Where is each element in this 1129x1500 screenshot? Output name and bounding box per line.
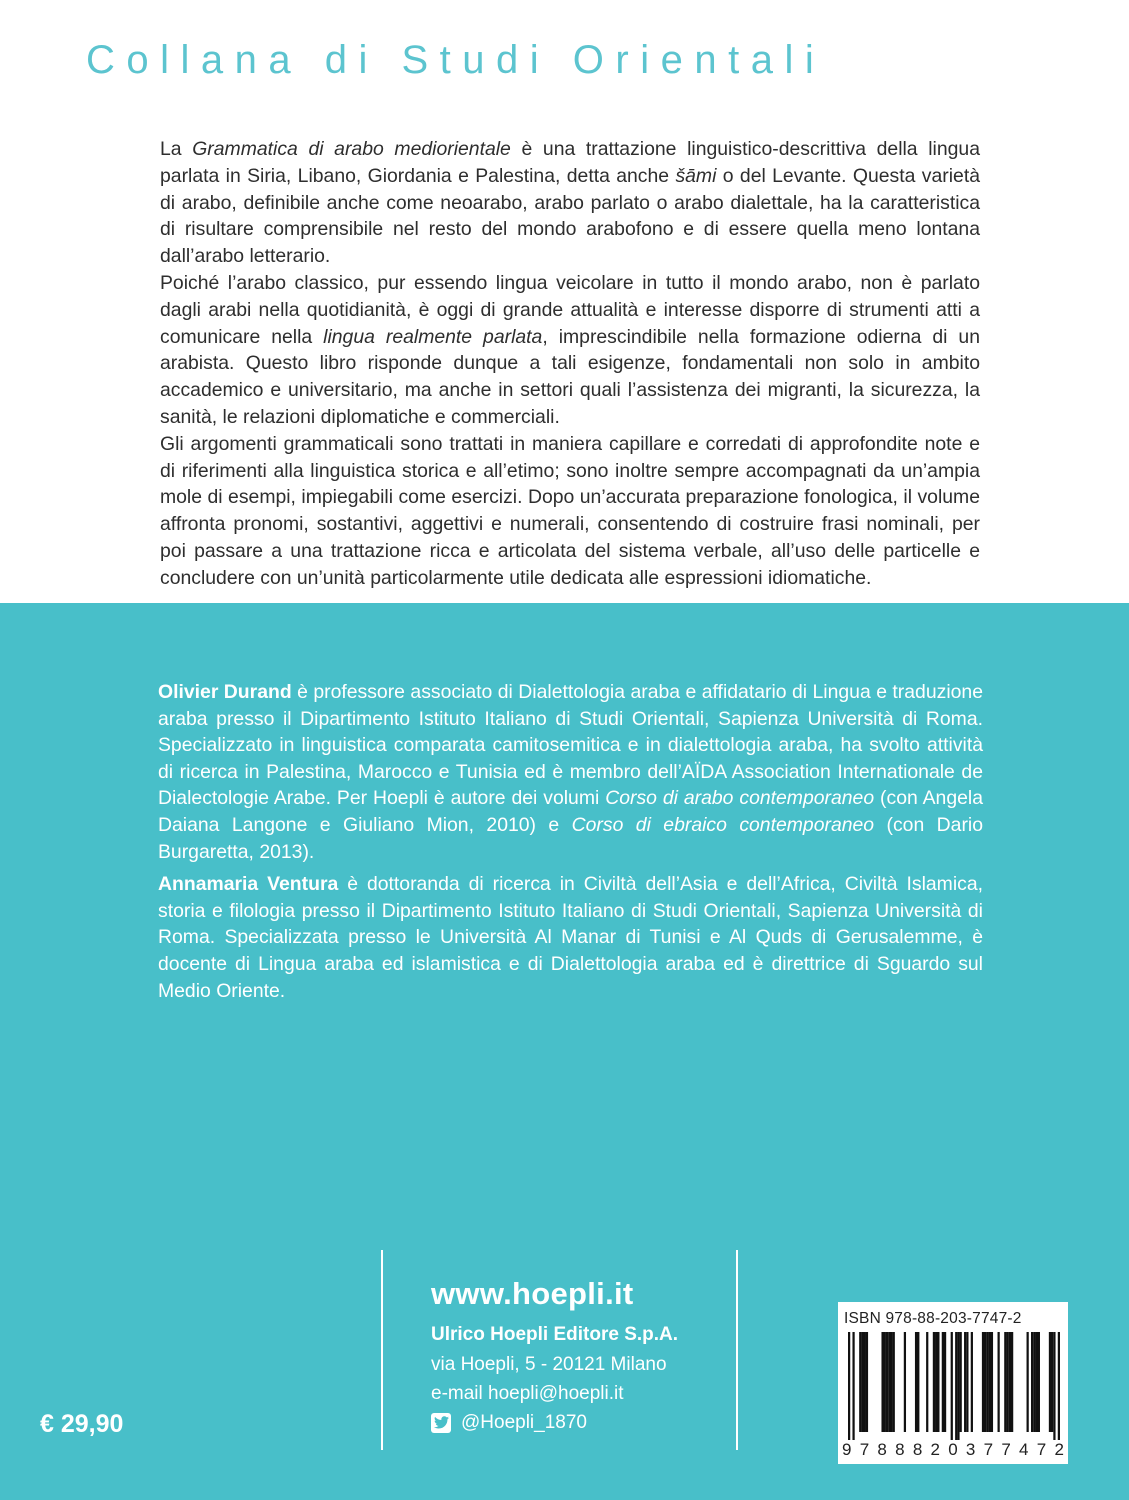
price: € 29,90 [40,1410,124,1438]
barcode-bar [989,1332,993,1432]
barcode-bar [1011,1332,1013,1432]
barcode-bar [1058,1332,1060,1440]
author-name: Annamaria Ventura [158,873,339,896]
series-title: Collana di Studi Orientali [86,38,826,82]
author-bios [158,679,983,1010]
barcode-bar [986,1332,988,1432]
publisher-email[interactable]: e-mail hoepli@hoepli.it [431,1383,624,1404]
isbn-label: ISBN 978-88-203-7747-2 [844,1310,1022,1327]
barcode-bar [1038,1332,1040,1432]
book-description [160,136,980,592]
term-italic: lingua realmente parlata [323,325,543,348]
barcode-bar [937,1332,939,1432]
text-span: è dottoranda di ricerca in Civiltà dell’Asia e dell’Africa, Civiltà Islamica, storia e filologia presso il Dipartimento Istituto Italiano di Studi Orientali, Sapienza Università di Roma. Specializzata presso le Università Al Manar di Tunisi e Al Quds di Gerusalemme, è docente di Lingua araba ed islamistica e di Dialettologia araba ed è direttrice di Sguardo sul Medio Oriente. [158,873,983,1002]
barcode-bar [890,1332,892,1432]
barcode-bar [859,1332,861,1432]
barcode-bar [971,1332,973,1432]
text-span: La [160,138,193,160]
ean-digit: 8 [877,1440,887,1459]
barcode-bar [848,1332,850,1440]
text-span: Poiché l’arabo classico, pur essendo lingua veicolare in tutto il mondo arabo, non è parlato dagli arabi nella quotidianità, è oggi di grande attualità e interesse disporre di strumenti atti a comunicare nella [160,271,980,348]
ean-digit: 2 [930,1440,940,1459]
barcode-bar [1033,1332,1035,1432]
barcode-bar [998,1332,1000,1432]
text-span: , imprescindibile nella formazione odierna di un arabista. Questo libro risponde dunque a tali esigenze, fondamentali non solo in ambito accademico e universitario, ma anche in settori quali l’assistenza dei migranti, la sicurezza, la sanità, le relazioni diplomatiche e commerciali. [160,325,980,428]
divider-left [381,1250,383,1450]
barcode-bar [915,1332,919,1432]
barcode-bar [893,1332,895,1432]
text-span: (con Dario Burgaretta, 2013). [158,813,984,863]
barcode-bar [1027,1332,1029,1432]
barcode-bar [852,1332,854,1440]
text-span: (con Angela Daiana Langone e Giuliano Mion, 2010) e [158,787,983,836]
barcode [848,1332,1060,1440]
barcode-bar [864,1332,866,1432]
ean-digit: 7 [1036,1440,1047,1459]
ean-digit: 7 [859,1440,870,1459]
author-name: Olivier Durand [158,681,292,703]
divider-right [736,1250,738,1450]
ean-digit: 8 [912,1440,923,1459]
ean-digit: 3 [965,1440,976,1459]
ean-digit: 9 [842,1440,852,1459]
publisher-address: via Hoepli, 5 - 20121 Milano [431,1354,667,1375]
book-title-italic: Corso di arabo contemporaneo [605,787,875,810]
ean-digit: 0 [948,1440,958,1459]
barcode-bar [951,1332,953,1440]
barcode-bar [955,1332,957,1440]
ean-digit: 7 [1001,1440,1011,1459]
term-italic: šāmi [675,164,717,187]
barcode-bar [942,1332,946,1432]
barcode-bar [957,1332,959,1440]
ean-digit: 8 [895,1440,905,1459]
barcode-bar [1004,1332,1006,1432]
ean-digit: 4 [1019,1440,1029,1459]
description-paragraph-2 [160,270,980,431]
barcode-bar [1006,1332,1008,1432]
text-span: o del Levante. Questa varietà di arabo, definibile anche come neoarabo, arabo parlato o arabo dialettale, ha la caratteristica di risultare comprensibile nel resto del mondo arabofono e di essere quella meno lontana dall’arabo letterario. [160,164,980,268]
ean-digit: 7 [983,1440,994,1459]
barcode-bar [1049,1332,1053,1432]
barcode-bar [866,1332,868,1432]
twitter-handle: @Hoepli_1870 [461,1412,587,1433]
barcode-bar [960,1332,962,1432]
barcode-bar [926,1332,928,1432]
book-title-italic: Grammatica di arabo mediorientale [192,138,511,160]
author-bio-2 [158,871,983,1004]
publisher-name: Ulrico Hoepli Editore S.p.A. [431,1324,679,1345]
barcode-bar [933,1332,935,1432]
barcode-bar [964,1332,966,1432]
publisher-info [431,1276,678,1437]
description-paragraph-1 [160,136,980,270]
text-span: è professore associato di Dialettologia araba e affidatario di Lingua e traduzione araba presso il Dipartimento Istituto Italiano di Studi Orientali, Sapienza Università di Roma. Specializzato in linguistica comparata camitosemitica e in dialettologia araba, ha svolto attività di ricerca in Palestina, Marocco e Tunisia ed è membro dell’AÏDA Association Internationale de Dialectologie Arabe. Per Hoepli è autore dei volumi [158,681,983,810]
barcode-bar [1031,1332,1033,1432]
barcode-bar [982,1332,986,1432]
barcode-box [838,1302,1068,1464]
text-span: è una trattazione linguistico-descrittiva della lingua parlata in Siria, Libano, Giordania e Palestina, detta anche [160,138,980,187]
barcode-bar [886,1332,888,1432]
description-paragraph-3: Gli argomenti grammaticali sono trattati in maniera capillare e corredati di approfondite note e di riferimenti alla linguistica storica e all’etimo; sono inoltre sempre accompagnati da un’ampia mole di esempi, impiegabili come esercizi. Dopo un’accurata preparazione fonologica, il volume affronta pronomi, sostantivi, aggettivi e numerali, consentendo di costruire frasi nominali, per poi passare a una trattazione ricca e articolata del sistema verbale, all’uso delle particelle e concludere con un’unità particolarmente utile dedicata alle espressioni idiomatiche. [160,432,980,589]
barcode-bar [904,1332,906,1432]
publisher-twitter[interactable] [431,1408,678,1437]
publisher-website[interactable]: www.hoepli.it [431,1276,634,1311]
ean-digits [842,1440,1064,1460]
top-white-panel [0,0,1129,603]
twitter-icon [431,1413,451,1433]
barcode-bar [966,1332,968,1432]
author-bio-1 [158,679,983,865]
barcode-bar [881,1332,885,1432]
barcode-bar [1053,1332,1055,1440]
book-title-italic: Corso di ebraico contemporaneo [571,813,875,836]
ean-digit: 2 [1054,1440,1064,1459]
